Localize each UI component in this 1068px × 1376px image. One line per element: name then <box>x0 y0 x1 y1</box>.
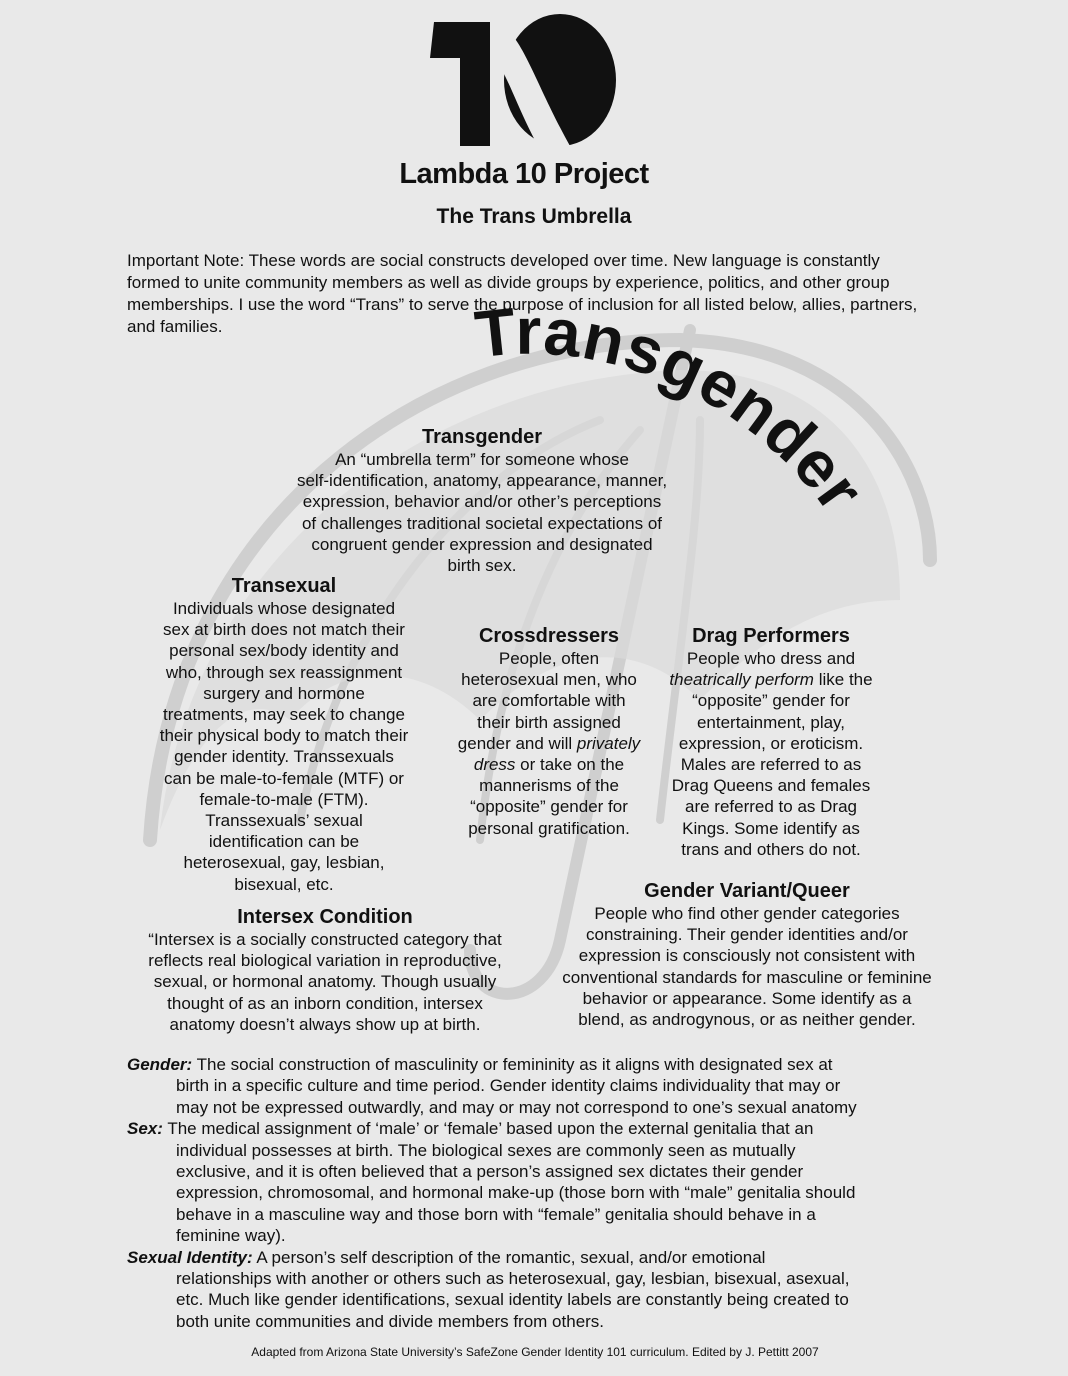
text-line: heterosexual, gay, lesbian, <box>183 853 385 873</box>
text-line: An “umbrella term” for someone whose <box>335 450 629 469</box>
text-line: expression, or eroticism. <box>678 733 864 753</box>
text-line: heterosexual men, who <box>461 670 637 690</box>
text-line: can be male-to-female (MTF) or <box>164 768 404 788</box>
text-line: bisexual, etc. <box>234 874 334 894</box>
text-line: constraining. Their gender identities and/or <box>586 925 908 945</box>
section-heading: Crossdressers <box>478 625 620 647</box>
definition-term: Sex: <box>127 1119 163 1139</box>
text-line: “opposite” gender for <box>692 691 850 711</box>
definition-text: The medical assignment of ‘male’ or ‘female’ based upon the external genitalia that an <box>162 1119 814 1139</box>
text-line: mannerisms of the <box>479 776 619 796</box>
text-line: expression, behavior and/or other’s perceptions <box>302 492 662 512</box>
definition-text: individual possesses at birth. The biological sexes are commonly seen as mutually <box>176 1140 796 1160</box>
text-line: expression is consciously not consistent with <box>578 946 916 966</box>
text-line: Drag Queens and females <box>671 776 871 796</box>
definition-text: exclusive, and it is often believed that a person’s assigned sex dictates their gender <box>176 1162 804 1182</box>
text-line: dress or take on the <box>473 755 625 775</box>
text-line: “Intersex is a socially constructed category that <box>148 930 502 949</box>
text-line: entertainment, play, <box>696 712 846 732</box>
brand-name: Lambda 10 Project <box>399 158 649 190</box>
credit-line: Adapted from Arizona State University’s SafeZone Gender Identity 101 curriculum. Edited by J. Pettitt 2007 <box>251 1345 819 1359</box>
section-heading: Drag Performers <box>692 625 850 647</box>
definition-text: relationships with another or others such as heterosexual, gay, lesbian, bisexual, asexual, <box>176 1269 850 1289</box>
text-line: reflects real biological variation in reproductive, <box>148 951 502 971</box>
definition-text: both unite communities and divide members from others. <box>176 1311 605 1331</box>
section-heading: Transgender <box>421 426 543 448</box>
definition-sexual-identity <box>127 1247 927 1333</box>
text-line: theatrically perform like the <box>669 670 873 690</box>
text-line: anatomy doesn’t always show up at birth. <box>169 1014 481 1034</box>
text-line: People, often <box>498 649 600 668</box>
section-gender-variant <box>540 879 954 1030</box>
text-line: trans and others do not. <box>681 839 861 859</box>
definition-text: behave in a masculine way and those born with “female” genitalia should behave in a <box>176 1204 816 1224</box>
section-transexual <box>130 574 438 895</box>
definition-gender <box>127 1054 927 1118</box>
text-line: sex at birth does not match their <box>163 620 405 640</box>
text-line: their physical body to match their <box>159 726 409 746</box>
important-note: Important Note: These words are social constructs developed over time. New language is constantly formed to unite community members as well as divide groups by experience, politics, and other group memberships. I use the word “Trans” to serve the purpose of inclusion for all listed below, allies, partners, and families. <box>127 251 918 336</box>
text-line: People who dress and <box>686 649 856 668</box>
definition-term: Sexual Identity: <box>127 1247 253 1267</box>
definition-text: may not be expressed outwardly, and may or may not correspond to one’s sexual anatomy <box>176 1097 857 1117</box>
text-line: are referred to as Drag <box>685 797 857 817</box>
text-line: personal sex/body identity and <box>169 641 399 661</box>
text-line: thought of as an inborn condition, intersex <box>167 993 483 1013</box>
text-line: blend, as androgynous, or as neither gender. <box>578 1010 916 1030</box>
definitions-list <box>127 1054 927 1332</box>
definition-text: feminine way). <box>176 1226 286 1246</box>
text-line: gender identity. Transsexuals <box>174 747 394 767</box>
text-line: of challenges traditional societal expectations of <box>301 513 663 533</box>
text-line: sexual, or hormonal anatomy. Though usually <box>153 972 497 992</box>
text-line: birth sex. <box>447 556 517 576</box>
section-drag-performers <box>656 624 886 860</box>
text-line: conventional standards for masculine or feminine <box>562 967 932 987</box>
definition-text: etc. Much like gender identifications, sexual identity labels are constantly being created to <box>176 1290 849 1310</box>
page-title: The Trans Umbrella <box>436 205 632 228</box>
text-line: their birth assigned <box>477 712 621 732</box>
section-heading: Intersex Condition <box>237 906 413 928</box>
text-line: People who find other gender categories <box>594 904 900 923</box>
definition-text: birth in a specific culture and time period. Gender identity claims individuality that may or <box>176 1076 841 1096</box>
text-line: “opposite” gender for <box>470 797 628 817</box>
text-line: who, through sex reassignment <box>165 662 403 682</box>
text-line: female-to-male (FTM). <box>199 789 369 809</box>
definition-text: A person’s self description of the romantic, sexual, and/or emotional <box>252 1247 766 1267</box>
text-line: gender and will privately <box>457 733 641 753</box>
text-line: Individuals whose designated <box>172 599 396 618</box>
text-line: Transsexuals’ sexual <box>205 811 363 831</box>
arc-word: Transgender <box>471 293 879 525</box>
text-line: Kings. Some identify as <box>682 818 860 838</box>
definition-term: Gender: <box>127 1055 193 1074</box>
text-line: identification can be <box>208 832 360 852</box>
definition-text: expression, chromosomal, and hormonal make-up (those born with “male” genitalia should <box>176 1183 856 1203</box>
text-line: Males are referred to as <box>680 755 862 775</box>
text-line: self-identification, anatomy, appearance, manner, <box>296 471 668 491</box>
text-line: surgery and hormone <box>203 683 365 703</box>
section-heading: Transexual <box>231 575 337 597</box>
text-line: treatments, may seek to change <box>163 705 405 725</box>
section-intersex <box>128 905 522 1035</box>
definition-sex <box>127 1118 927 1246</box>
text-line: personal gratification. <box>468 818 630 838</box>
section-transgender <box>272 425 692 576</box>
definition-text: The social construction of masculinity or femininity as it aligns with designated sex at <box>192 1055 833 1074</box>
text-line: behavior or appearance. Some identify as a <box>582 988 912 1008</box>
text-line: are comfortable with <box>472 691 626 711</box>
section-heading: Gender Variant/Queer <box>644 880 850 902</box>
text-line: congruent gender expression and designated <box>311 534 653 554</box>
section-crossdressers <box>440 624 658 839</box>
